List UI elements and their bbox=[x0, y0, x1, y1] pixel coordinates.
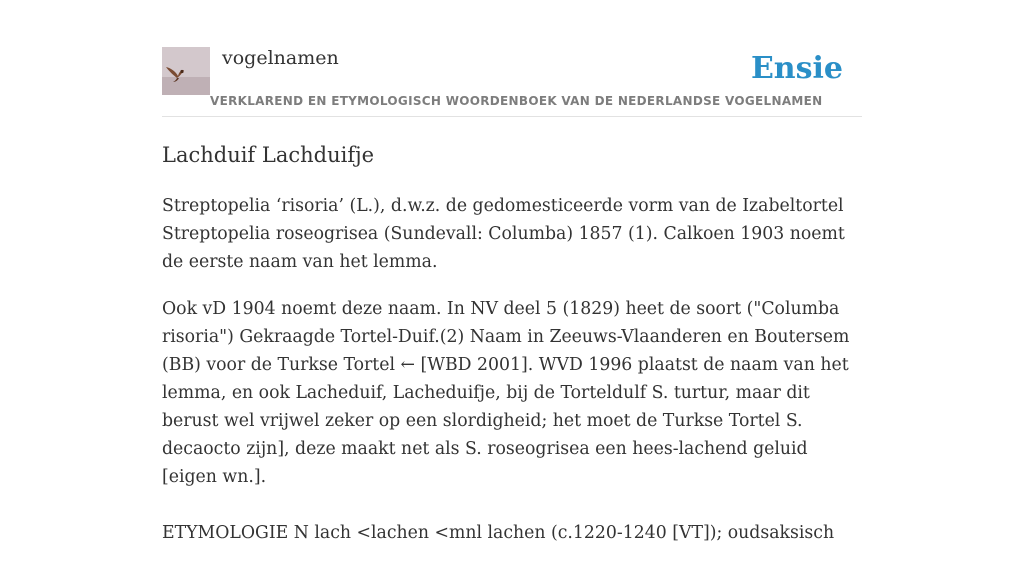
entry-body bbox=[162, 192, 852, 566]
ensie-logo[interactable]: Ensie bbox=[750, 51, 843, 86]
entry-paragraph: Streptopelia ‘risoria’ (L.), d.w.z. de gedomesticeerde vorm van de Izabeltortel Streptopelia roseogrisea (Sundevall: Columba) 1857 (1). Calkoen 1903 noemt de eerste naam van het lemma. bbox=[162, 196, 845, 272]
dictionary-header bbox=[162, 0, 862, 117]
entry-title: Lachduif Lachduifje bbox=[162, 143, 375, 167]
dictionary-subtitle: VERKLAREND EN ETYMOLOGISCH WOORDENBOEK VAN DE NEDERLANDSE VOGELNAMEN bbox=[210, 94, 823, 108]
page-container bbox=[162, 0, 862, 543]
bird-photo-icon[interactable] bbox=[162, 47, 210, 95]
dictionary-name[interactable]: vogelnamen bbox=[222, 47, 339, 69]
entry-paragraph: Ook vD 1904 noemt deze naam. In NV deel 5 (1829) heet de soort ("Columba risoria") Gekraagde Tortel-Duif.(2) Naam in Zeeuws-Vlaanderen en Boutersem (BB) voor de Turkse Tortel ← [WBD 2001]. WVD 1996 plaatst de naam van het lemma, en ook Lacheduif, Lacheduifje, bij de Torteldulf S. turtur, maar dit berust wel vrijwel zeker op een slordigheid; het moet de Turkse Tortel S. decaocto zijn], deze maakt net als S. roseogrisea een hees-lachend geluid [eigen wn.]. bbox=[162, 299, 850, 487]
etymology-paragraph: ETYMOLOGIE N lach <lachen <mnl lachen (c.1220-1240 [VT]); oudsaksisch bbox=[162, 523, 835, 543]
